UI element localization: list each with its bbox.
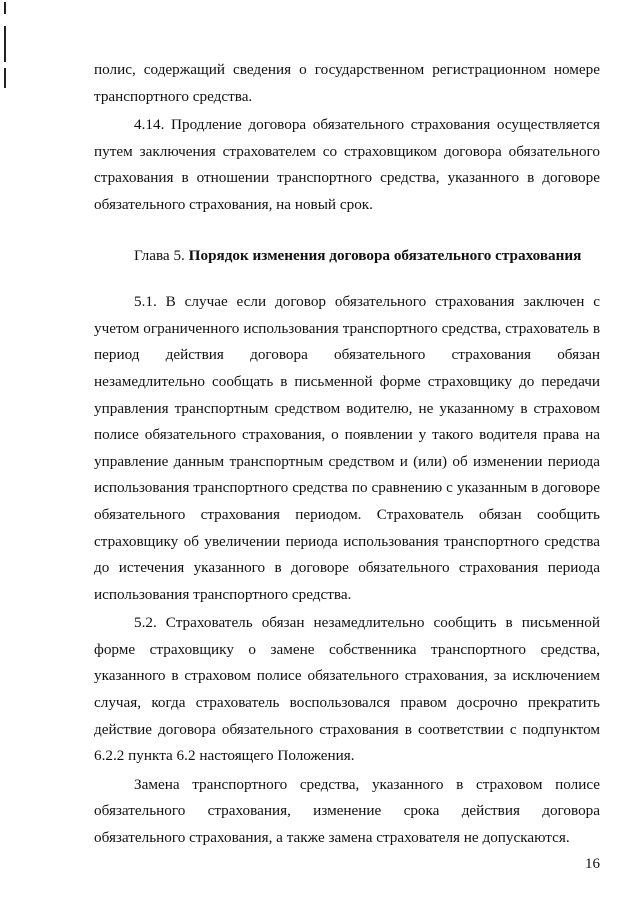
document-body <box>94 57 600 852</box>
paragraph-continuation: полис, содержащий сведения о государственном регистрационном номере транспортного средства. <box>94 61 600 105</box>
chapter-title: Порядок изменения договора обязательного страхования <box>188 246 582 264</box>
page-number: 16 <box>585 856 600 872</box>
scan-edge-mark <box>4 26 6 62</box>
paragraph-5-1: 5.1. В случае если договор обязательного страхования заключен с учетом ограниченного использования транспортного средства, страхователь в период действия договора обязательного страхования обязан незамедлительно сообщать в письменной форме страховщику до передачи управления транспортным средством водителю, не указанному в страховом полисе обязательного страхования, о появлении у такого водителя права на управление данным транспортным средством и (или) об изменении периода использования транспортного средства по сравнению с указанным в договоре обязательного страхования периодом. Страхователь обязан сообщить страховщику об увеличении периода использования транспортного средства до истечения указанного в договоре обязательного страхования периода использования транспортного средства. <box>94 293 600 603</box>
paragraph-final: Замена транспортного средства, указанного в страховом полисе обязательного страхования, изменение срока действия договора обязательного страхования, а также замена страхователя не допускаются. <box>94 775 600 847</box>
paragraph-4-14: 4.14. Продление договора обязательного страхования осуществляется путем заключения страхователем со страховщиком договора обязательного страхования в отношении транспортного средства, указанного в договоре обязательного страхования, на новый срок. <box>94 116 600 213</box>
scan-edge-mark <box>4 68 6 88</box>
paragraph-5-2: 5.2. Страхователь обязан незамедлительно сообщить в письменной форме страховщику о замене собственника транспортного средства, указанного в страховом полисе обязательного страхования, за исключением случая, когда страхователь воспользовался правом досрочно прекратить действие договора обязательного страхования в соответствии с подпунктом 6.2.2 пункта 6.2 настоящего Положения. <box>94 614 600 765</box>
chapter-prefix: Глава 5. <box>134 246 185 264</box>
scan-edge-mark <box>4 2 6 14</box>
chapter-heading <box>94 243 600 270</box>
